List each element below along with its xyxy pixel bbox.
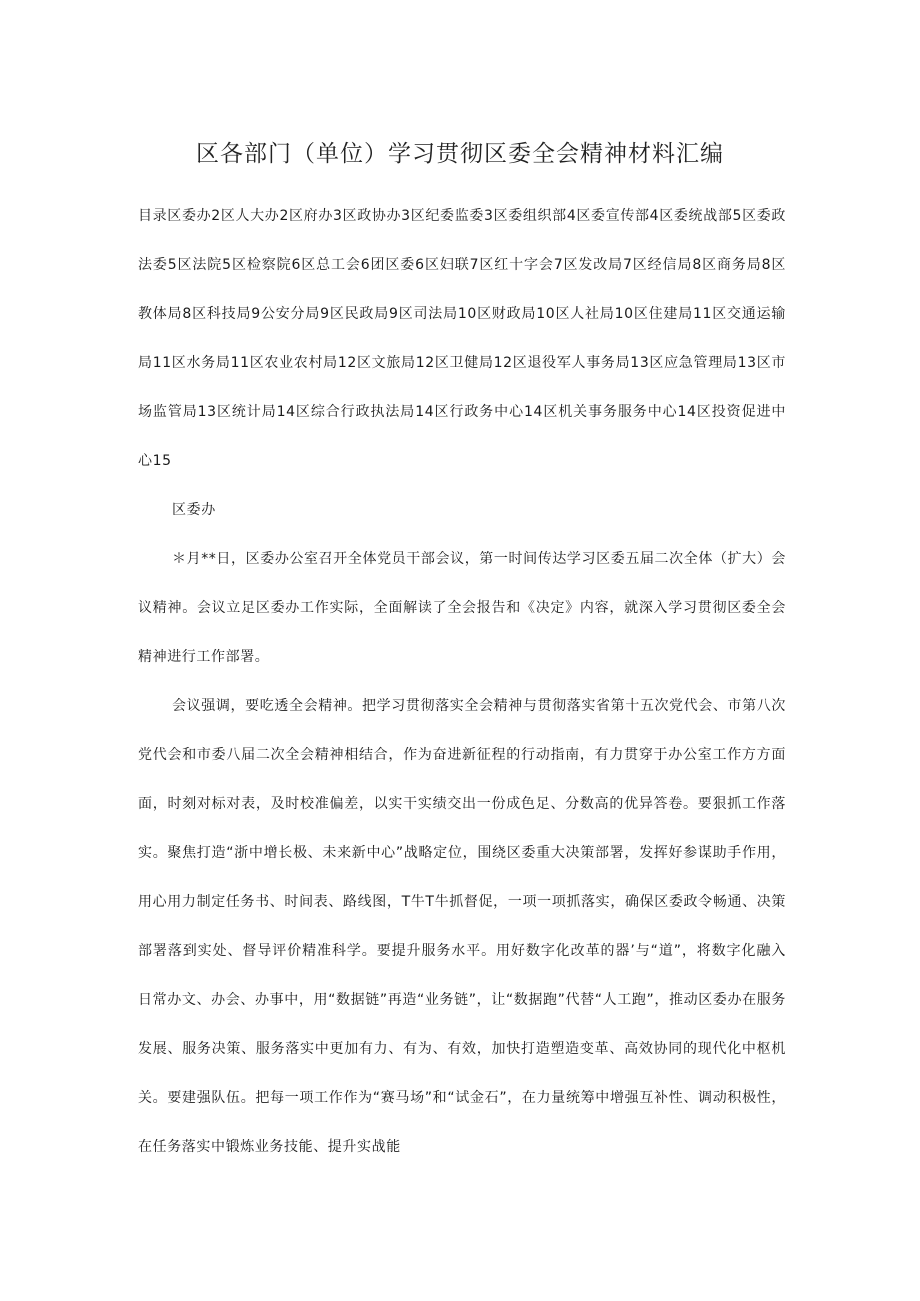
table-of-contents: 目录区委办2区人大办2区府办3区政协办3区纪委监委3区委组织部4区委宣传部4区委统战部5区委政法委5区法院5区检察院6区总工会6团区委6区妇联7区红十字会7区发改局7区经信局8区商务局8区教体局8区科技局9公安分局9区民政局9区司法局10区财政局10区人社局10区住建局11区交通运输局11区水务局11区农业农村局12区文旅局12区卫健局12区退役军人事务局13区应急管理局13区市场监管局13区统计局14区综合行政执法局14区行政务中心14区机关事务服务中心14区投资促进中心15 <box>138 208 786 469</box>
paragraph: 会议强调，要吃透全会精神。把学习贯彻落实全会精神与贯彻落实省第十五次党代会、市第八次党代会和市委八届二次全会精神相结合，作为奋进新征程的行动指南，有力贯穿于办公室工作方方面面，时刻对标对表，及时校准偏差，以实干实绩交出一份成色足、分数高的优异答卷。要狠抓工作落实。聚焦打造“浙中增长极、未来新中心”战略定位，围绕区委重大决策部署，发挥好参谋助手作用，用心用力制定任务书、时间表、路线图，T牛T牛抓督促，一项一项抓落实，确保区委政令畅通、决策部署落到实处、督导评价精准科学。要提升服务水平。用好数字化改革的器’与“道”，将数字化融入日常办文、办会、办事中，用“数据链”再造“业务链”，让“数据跑”代替“人工跑”，推动区委办在服务发展、服务决策、服务落实中更加有力、有为、有效，加快打造塑造变革、高效协同的现代化中枢机关。要建强队伍。把每一项工作作为“赛马场”和“试金石”，在力量统筹中增强互补性、调动积极性，在任务落实中锻炼业务技能、提升实战能 <box>138 698 786 1155</box>
document-title: 区各部门（单位）学习贯彻区委全会精神材料汇编 <box>196 141 724 167</box>
document-body <box>138 192 786 1172</box>
section-heading: 区委办 <box>172 502 216 518</box>
paragraph: ＊月**日，区委办公室召开全体党员干部会议，第一时间传达学习区委五届二次全体（扩大）会议精神。会议立足区委办工作实际，全面解读了全会报告和《决定》内容，就深入学习贯彻区委全会精神进行工作部署。 <box>138 551 786 665</box>
